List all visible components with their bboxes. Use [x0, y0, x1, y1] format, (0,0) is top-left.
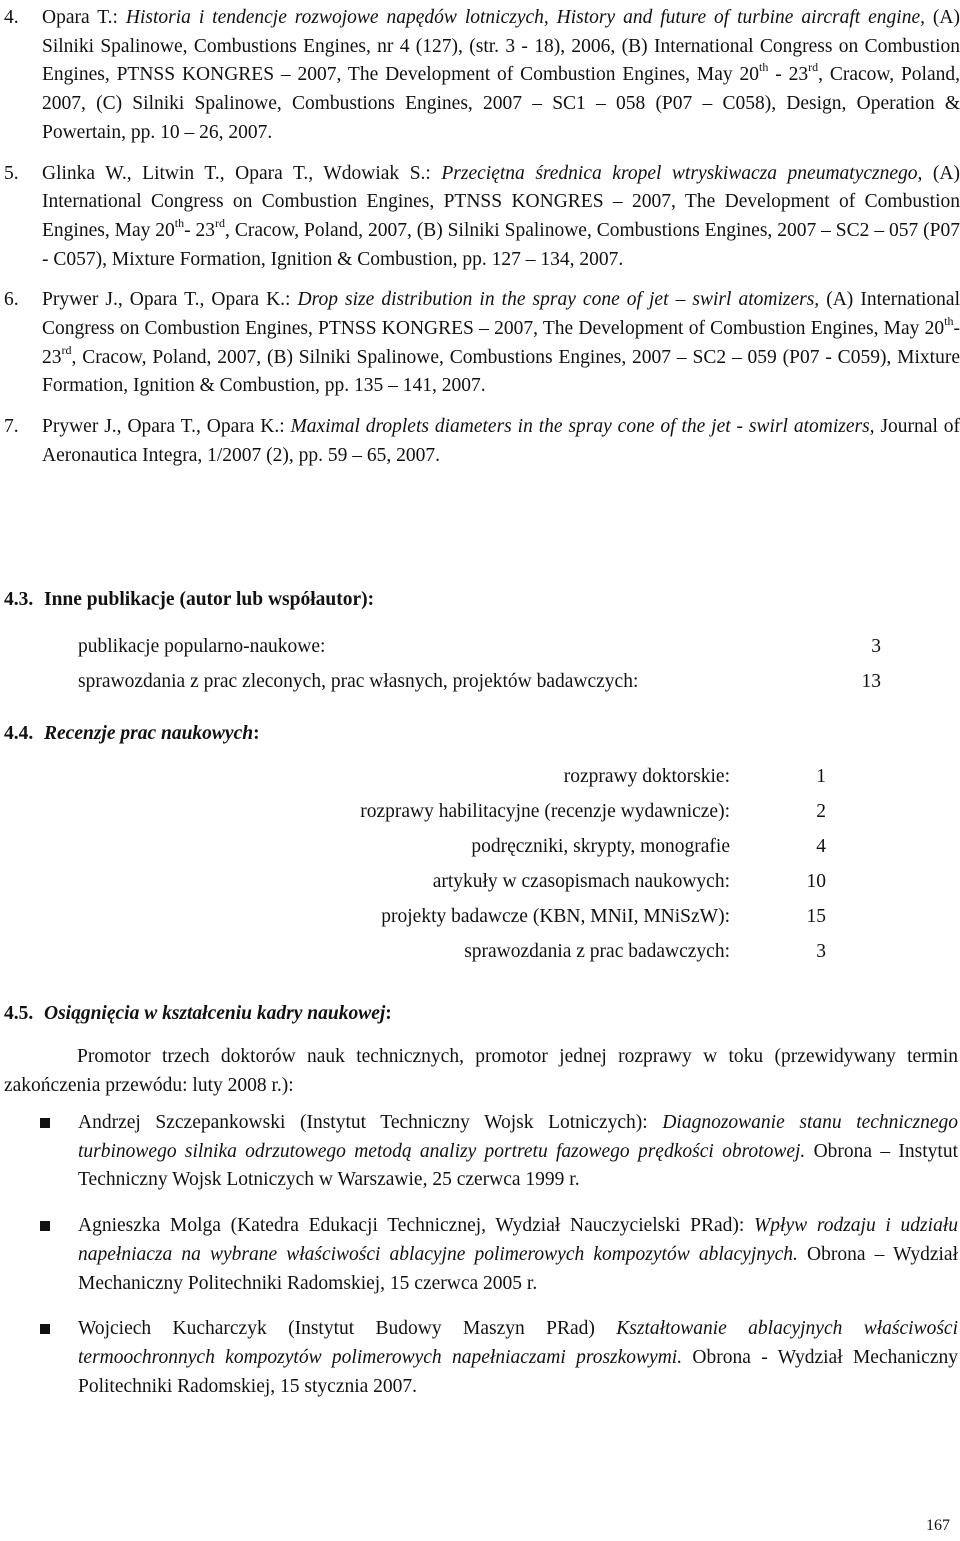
reference-title: Maximal droplets diameters in the spray cone of the jet - swirl atomizers, — [290, 416, 875, 438]
section-heading: 4.4. Recenzje prac naukowych: — [4, 720, 260, 749]
table-row — [240, 795, 826, 830]
reference-authors: Glinka W., Litwin T., Opara T., Wdowiak S. — [42, 162, 426, 184]
reference-item — [4, 286, 960, 401]
row-label: rozprawy habilitacyjne (recenzje wydawnicze): — [360, 801, 730, 823]
table-row — [240, 935, 826, 970]
doctor-name: Agnieszka Molga (Katedra Edukacji Technicznej, Wydział Nauczycielski PRad): — [78, 1215, 755, 1237]
row-label: podręczniki, skrypty, monografie — [471, 836, 730, 858]
section-title: Recenzje prac naukowych — [44, 723, 254, 744]
row-label: projekty badawcze (KBN, MNiI, MNiSzW): — [381, 906, 730, 928]
table-row — [240, 760, 826, 795]
table-row — [240, 900, 826, 935]
reference-authors: Prywer J., Opara T., Opara K. — [42, 416, 280, 438]
row-label: rozprawy doktorskie: — [563, 766, 730, 788]
section-number: 4.4. — [4, 723, 34, 744]
doctoral-list — [40, 1109, 958, 1418]
square-bullet-icon — [40, 1212, 78, 1298]
section-heading: 4.5. Osiągnięcia w kształceniu kadry naukowej: — [4, 1000, 392, 1029]
thesis-title: Kształtowanie ablacyjnych właściwości termoochronnych kompozytów polimerowych napełniaczami proszkowymi. — [78, 1318, 958, 1368]
table-row — [78, 630, 881, 665]
reference-number: 5. — [4, 162, 19, 184]
row-value: 4 — [816, 836, 826, 858]
thesis-title: Wpływ rodzaju i udziału napełniacza na wybrane właściwości ablacyjne polimerowych kompozytów ablacyjnych. — [78, 1215, 958, 1265]
reference-number: 4. — [4, 7, 19, 28]
reference-text: Prywer J., Opara T., Opara K.: Maximal droplets diameters in the spray cone of the jet - swirl atomizers, Journal of Aeronautica Integra, 1/2007 (2), pp. 59 – 65, 2007. — [42, 416, 960, 466]
row-value: 1 — [816, 766, 826, 788]
list-item — [40, 1109, 958, 1195]
reference-list — [4, 4, 960, 483]
reference-text: Opara T.: Historia i tendencje rozwojowe napędów lotniczych, History and future of turbine aircraft engine, (A) Silniki Spalinowe, Combustions Engines, nr 4 (127), (str. 3 - 18), 2006, (B) International Congress on Combustion Engines, PTNSS KONGRES – 2007, The Development of Combustion Engines, May 20th - 23rd, Cracow, Poland, 2007, (C) Silniki Spalinowe, Combustions Engines, 2007 – SC1 – 058 (P07 – C058), Design, Operation & Powertain, pp. 10 – 26, 2007. — [42, 7, 960, 143]
section-number: 4.5. — [4, 1003, 34, 1024]
defense-info: Obrona – Instytut Techniczny Wojsk Lotniczych w Warszawie, 25 czerwca 1999 r. — [78, 1140, 958, 1191]
row-label: artykuły w czasopismach naukowych: — [432, 871, 730, 893]
square-bullet-icon — [40, 1315, 78, 1401]
reference-item — [4, 413, 960, 470]
thesis-title: Diagnozowanie stanu technicznego turbinowego silnika odrzutowego metodą analizy portretu fazowego prędkości obrotowej. — [78, 1112, 959, 1162]
doctor-name: Andrzej Szczepankowski (Instytut Techniczny Wojsk Lotniczych): — [78, 1112, 663, 1133]
supervision-intro: Promotor trzech doktorów nauk technicznych, promotor jednej rozprawy w toku (przewidywany termin zakończenia przewódu: luty 2008 r.): — [4, 1046, 958, 1096]
reference-title: Przeciętna średnica kropel wtryskiwacza pneumatycznego, — [441, 162, 923, 184]
table-row — [240, 830, 826, 865]
reference-text: Glinka W., Litwin T., Opara T., Wdowiak S.: Przeciętna średnica kropel wtryskiwacza pneumatycznego, (A) International Congress on Combustion Engines, PTNSS KONGRES – 2007, The Development of Combustion Engines, May 20th- 23rd, Cracow, Poland, 2007, (B) Silniki Spalinowe, Combustions Engines, 2007 – SC2 – 057 (P07 - C057), Mixture Formation, Ignition & Combustion, pp. 127 – 134, 2007. — [42, 162, 960, 270]
section-heading: 4.3. Inne publikacje (autor lub współautor): — [4, 586, 374, 615]
reviews-table — [240, 760, 826, 970]
defense-info: Obrona - Wydział Mechaniczny Politechniki Radomskiej, 15 stycznia 2007. — [78, 1346, 958, 1397]
row-value: 2 — [816, 801, 826, 823]
doctor-name: Wojciech Kucharczyk (Instytut Budowy Maszyn PRad) — [78, 1318, 617, 1340]
row-value: 13 — [861, 671, 881, 693]
page-number: 167 — [926, 1517, 950, 1534]
table-row — [240, 865, 826, 900]
row-label: sprawozdania z prac zleconych, prac własnych, projektów badawczych: — [78, 671, 639, 693]
reference-authors: Opara T. — [42, 7, 113, 28]
reference-text: Prywer J., Opara T., Opara K.: Drop size distribution in the spray cone of jet – swirl atomizers, (A) International Congress on Combustion Engines, PTNSS KONGRES – 2007, The Development of Combustion Engines, May 20th- 23rd, Cracow, Poland, 2007, (B) Silniki Spalinowe, Combustions Engines, 2007 – SC2 – 059 (P07 - C059), Mixture Formation, Ignition & Combustion, pp. 135 – 141, 2007. — [42, 289, 960, 397]
section-title: Osiągnięcia w kształceniu kadry naukowej — [44, 1003, 386, 1024]
publications-table — [78, 630, 881, 700]
list-item — [40, 1212, 958, 1298]
reference-authors: Prywer J., Opara T., Opara K. — [42, 289, 286, 311]
section-number: 4.3. — [4, 589, 34, 610]
reference-title: Drop size distribution in the spray cone of jet – swirl atomizers, — [297, 289, 820, 311]
row-value: 10 — [806, 871, 826, 893]
section-title: Inne publikacje (autor lub współautor) — [44, 589, 368, 610]
row-label: sprawozdania z prac badawczych: — [464, 941, 730, 963]
row-value: 15 — [806, 906, 826, 928]
row-value: 3 — [871, 636, 881, 658]
reference-number: 6. — [4, 289, 19, 311]
reference-item — [4, 160, 960, 275]
row-value: 3 — [816, 941, 826, 963]
defense-info: Obrona – Wydział Mechaniczny Politechniki Radomskiej, 15 czerwca 2005 r. — [78, 1243, 958, 1294]
square-bullet-icon — [40, 1109, 78, 1195]
list-item — [40, 1315, 958, 1401]
row-label: publikacje popularno-naukowe: — [78, 636, 326, 658]
reference-number: 7. — [4, 416, 19, 438]
reference-title: Historia i tendencje rozwojowe napędów lotniczych, History and future of turbine aircraft engine, — [125, 7, 926, 28]
reference-item — [4, 4, 960, 148]
table-row — [78, 665, 881, 700]
